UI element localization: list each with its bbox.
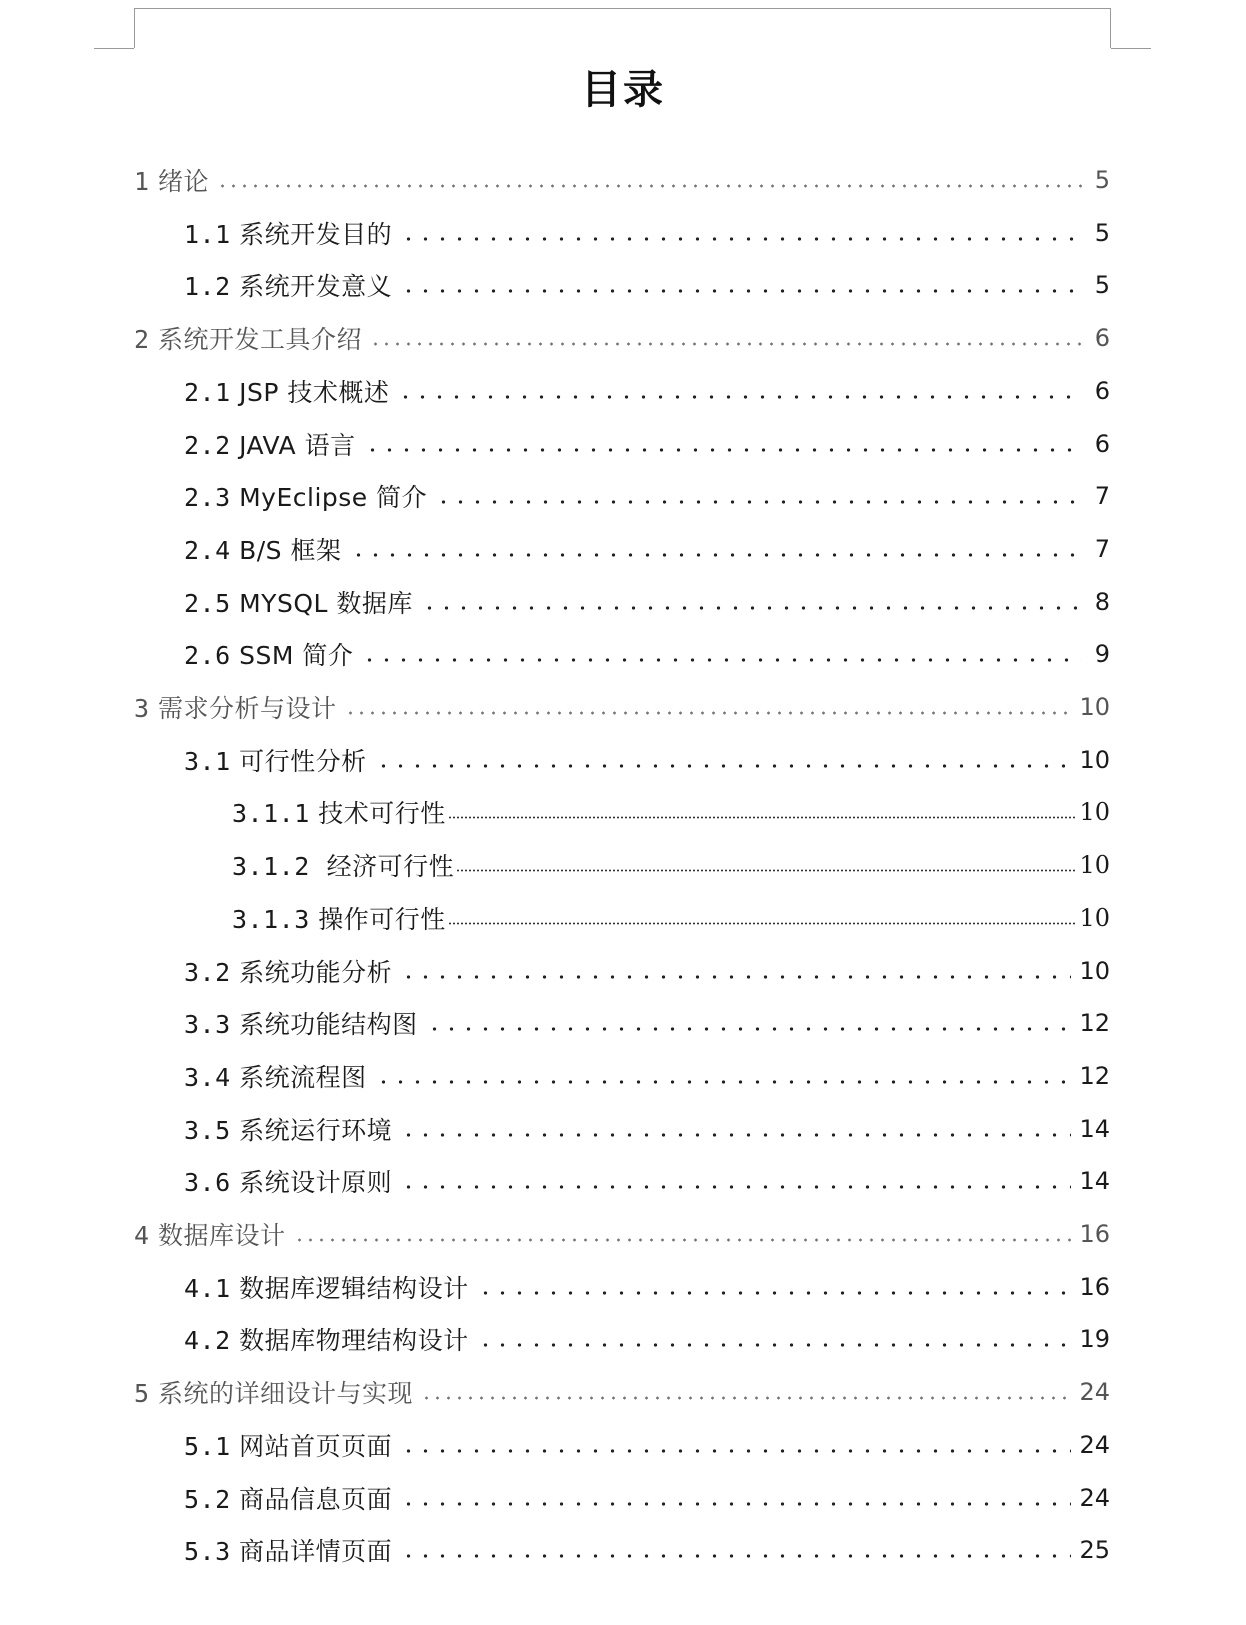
toc-entry-label bbox=[184, 478, 427, 514]
toc-dot-leader bbox=[421, 606, 1082, 610]
toc-entry-label bbox=[134, 689, 337, 725]
toc-entry-page-number: 19 bbox=[1079, 1325, 1110, 1354]
toc-entry-number: 5.1 bbox=[184, 1431, 231, 1461]
toc-entry-label bbox=[184, 953, 392, 989]
toc-entry-number: 3.1.3 bbox=[232, 904, 310, 934]
toc-entry-text: 系统的详细设计与实现 bbox=[149, 1379, 414, 1409]
toc-entry-text: 系统运行环境 bbox=[230, 1115, 393, 1145]
toc-entry[interactable] bbox=[184, 1319, 1110, 1359]
toc-entry-page-number: 5 bbox=[1094, 218, 1110, 247]
toc-entry-number: 1.2 bbox=[184, 272, 231, 302]
toc-entry-number: 4.1 bbox=[184, 1273, 231, 1303]
toc-entry-number: 3.2 bbox=[184, 957, 231, 987]
toc-entry-page-number: 7 bbox=[1094, 534, 1110, 563]
toc-entry-text: MYSQL 数据库 bbox=[230, 588, 413, 618]
toc-dot-leader bbox=[477, 1291, 1072, 1295]
toc-entry-text: JAVA 语言 bbox=[230, 430, 356, 460]
toc-entry-page-number: 8 bbox=[1094, 587, 1110, 616]
toc-entry-number: 3.6 bbox=[184, 1168, 231, 1198]
toc-dot-leader bbox=[375, 1080, 1072, 1084]
toc-entry-text: 数据库逻辑结构设计 bbox=[230, 1273, 469, 1303]
toc-entry-text: 商品详情页面 bbox=[230, 1537, 393, 1567]
toc-entry-number: 2.5 bbox=[184, 588, 231, 618]
toc-entry[interactable] bbox=[232, 792, 1110, 832]
toc-entry[interactable] bbox=[184, 634, 1110, 674]
toc-entry-number: 3.4 bbox=[184, 1062, 231, 1092]
toc-entry[interactable] bbox=[184, 582, 1110, 622]
toc-entry-label bbox=[184, 1269, 469, 1305]
toc-entry[interactable] bbox=[184, 740, 1110, 780]
toc-entry-label bbox=[232, 900, 446, 936]
toc-entry-page-number: 16 bbox=[1079, 1272, 1110, 1301]
toc-entry-number: 3.3 bbox=[184, 1010, 231, 1040]
toc-entry-number: 1.1 bbox=[184, 219, 231, 249]
toc-dot-leader bbox=[448, 816, 1078, 820]
toc-entry-text: 系统功能结构图 bbox=[230, 1010, 418, 1040]
toc-entry[interactable] bbox=[184, 529, 1110, 569]
toc-entry-label bbox=[184, 742, 367, 778]
toc-entry-page-number: 10 bbox=[1079, 745, 1110, 774]
toc-entry-text: 绪论 bbox=[149, 167, 210, 196]
toc-entry[interactable] bbox=[184, 371, 1110, 411]
toc-entry-number: 3.5 bbox=[184, 1115, 231, 1145]
toc-entry-label bbox=[134, 1216, 286, 1252]
toc-entry-page-number: 24 bbox=[1079, 1483, 1110, 1512]
toc-entry-label bbox=[134, 320, 362, 356]
toc-dot-leader bbox=[456, 869, 1077, 873]
toc-dot-leader bbox=[400, 1554, 1071, 1558]
page-corner-mark-left bbox=[134, 8, 135, 48]
toc-dot-leader bbox=[397, 395, 1082, 399]
toc-entry-label bbox=[184, 1058, 367, 1094]
toc-entry-page-number: 5 bbox=[1094, 271, 1110, 300]
toc-entry-page-number: 14 bbox=[1079, 1114, 1110, 1143]
toc-dot-leader bbox=[426, 1027, 1072, 1031]
toc-dot-leader bbox=[345, 711, 1072, 715]
toc-entry-text: 技术可行性 bbox=[309, 799, 446, 829]
toc-entry-text: 系统开发工具介绍 bbox=[149, 325, 363, 355]
toc-dot-leader bbox=[375, 764, 1072, 768]
toc-entry-label bbox=[184, 267, 392, 303]
toc-entry[interactable] bbox=[184, 213, 1110, 253]
toc-entry-number: 2.2 bbox=[184, 430, 231, 460]
toc-entry-text: MyEclipse 简介 bbox=[230, 483, 428, 513]
page-top-edge bbox=[134, 8, 1110, 49]
toc-entry-number: 2.3 bbox=[184, 483, 231, 513]
toc-dot-leader bbox=[400, 1133, 1071, 1137]
toc-entry-number: 5.3 bbox=[184, 1537, 231, 1567]
toc-entry[interactable] bbox=[184, 1530, 1110, 1570]
toc-entry-number: 3.1.1 bbox=[232, 799, 310, 829]
toc-dot-leader bbox=[400, 1449, 1071, 1453]
toc-dot-leader bbox=[400, 1502, 1071, 1506]
toc-entry-text: 系统开发意义 bbox=[230, 272, 393, 302]
toc-entry[interactable] bbox=[134, 318, 1110, 358]
toc-entry-label bbox=[184, 1480, 392, 1516]
toc-entry[interactable] bbox=[184, 1056, 1110, 1096]
toc-entry-label bbox=[184, 373, 389, 409]
toc-entry[interactable] bbox=[134, 1372, 1110, 1412]
toc-entry-text: 需求分析与设计 bbox=[149, 694, 337, 723]
toc-entry-label bbox=[232, 794, 446, 830]
toc-dot-leader bbox=[400, 1185, 1071, 1189]
toc-dot-leader bbox=[421, 1396, 1071, 1400]
toc-entry-number: 3.1.2 bbox=[232, 852, 310, 882]
toc-dot-leader bbox=[294, 1238, 1072, 1242]
toc-title: 目录 bbox=[581, 67, 665, 113]
toc-entry-label bbox=[232, 847, 454, 883]
toc-entry-label bbox=[184, 636, 353, 672]
toc-entry-number: 2 bbox=[134, 325, 150, 355]
toc-entry-page-number: 9 bbox=[1094, 640, 1110, 669]
toc-dot-leader bbox=[370, 342, 1082, 346]
toc-entry[interactable] bbox=[134, 1214, 1110, 1254]
toc-entry-number: 4 bbox=[134, 1221, 150, 1250]
toc-entry[interactable] bbox=[184, 951, 1110, 991]
toc-entry-text: 数据库设计 bbox=[149, 1221, 286, 1250]
toc-entry-text: B/S 框架 bbox=[230, 535, 342, 565]
toc-entry-page-number: 16 bbox=[1079, 1220, 1110, 1248]
toc-entry-page-number: 24 bbox=[1079, 1378, 1110, 1407]
toc-entry-page-number: 10 bbox=[1079, 851, 1110, 880]
toc-entry-number: 2.1 bbox=[184, 377, 231, 407]
page-corner-mark-left-h bbox=[94, 48, 134, 49]
toc-dot-leader bbox=[217, 184, 1082, 188]
toc-entry-page-number: 6 bbox=[1094, 376, 1110, 405]
toc-entry-number: 3 bbox=[134, 694, 150, 723]
toc-entry-label bbox=[184, 584, 413, 620]
toc-entry-page-number: 6 bbox=[1094, 324, 1110, 353]
toc-entry-label bbox=[184, 1532, 392, 1568]
toc-entry-number: 4.2 bbox=[184, 1326, 231, 1356]
toc-entry-text: 系统功能分析 bbox=[230, 957, 393, 987]
toc-entry-page-number: 10 bbox=[1079, 798, 1110, 827]
toc-entry-number: 5 bbox=[134, 1379, 150, 1409]
toc-entry-page-number: 14 bbox=[1079, 1167, 1110, 1196]
toc-dot-leader bbox=[400, 289, 1082, 293]
toc-entry-page-number: 10 bbox=[1079, 693, 1110, 721]
toc-entry-page-number: 7 bbox=[1094, 482, 1110, 511]
toc-dot-leader bbox=[400, 975, 1071, 979]
toc-entry-page-number: 6 bbox=[1094, 429, 1110, 458]
toc-entry[interactable] bbox=[184, 1003, 1110, 1043]
toc-entry[interactable] bbox=[184, 1109, 1110, 1149]
toc-entry-page-number: 12 bbox=[1079, 1009, 1110, 1038]
toc-entry[interactable] bbox=[184, 424, 1110, 464]
page-corner-mark-right bbox=[1110, 8, 1111, 48]
toc-entry-text: 商品信息页面 bbox=[230, 1484, 393, 1514]
toc-entry-text: 可行性分析 bbox=[230, 746, 367, 776]
toc-entry[interactable] bbox=[232, 845, 1110, 885]
toc-entry-label bbox=[184, 531, 342, 567]
toc-entry-label bbox=[184, 426, 356, 462]
toc-dot-leader bbox=[435, 500, 1082, 504]
toc-entry-number: 2.4 bbox=[184, 535, 231, 565]
toc-entry-label bbox=[184, 1321, 469, 1357]
toc-entry-page-number: 25 bbox=[1079, 1536, 1110, 1565]
toc-dot-leader bbox=[448, 922, 1078, 926]
toc-entry-page-number: 10 bbox=[1079, 903, 1110, 932]
toc-entry[interactable] bbox=[134, 160, 1110, 200]
toc-entry-label bbox=[184, 1111, 392, 1147]
toc-entry[interactable] bbox=[184, 1161, 1110, 1201]
toc-entry[interactable] bbox=[134, 687, 1110, 727]
toc-entry-number: 2.6 bbox=[184, 641, 231, 671]
toc-entry-page-number: 24 bbox=[1079, 1430, 1110, 1459]
toc-entry-text: JSP 技术概述 bbox=[230, 377, 390, 407]
toc-entry-label bbox=[184, 1005, 418, 1041]
toc-dot-leader bbox=[361, 658, 1082, 662]
toc-entry-number: 3.1 bbox=[184, 746, 231, 776]
toc-entry-number: 1 bbox=[134, 167, 150, 196]
toc-entry[interactable] bbox=[184, 476, 1110, 516]
toc-entry-text: 系统开发目的 bbox=[230, 219, 393, 249]
toc-entry-page-number: 12 bbox=[1079, 1061, 1110, 1090]
toc-entry[interactable] bbox=[184, 1267, 1110, 1307]
toc-entry-text: 经济可行性 bbox=[309, 852, 455, 882]
toc-entry[interactable] bbox=[184, 1425, 1110, 1465]
toc-dot-leader bbox=[477, 1343, 1072, 1347]
toc-entry[interactable] bbox=[232, 898, 1110, 938]
toc-entry-label bbox=[184, 1427, 392, 1463]
toc-entry-text: SSM 简介 bbox=[230, 641, 354, 671]
toc-entry[interactable] bbox=[184, 1478, 1110, 1518]
toc-entry-page-number: 10 bbox=[1079, 956, 1110, 985]
toc-entry-text: 系统设计原则 bbox=[230, 1168, 393, 1198]
toc-dot-leader bbox=[350, 553, 1083, 557]
toc-entry-text: 系统流程图 bbox=[230, 1062, 367, 1092]
toc-entry[interactable] bbox=[184, 265, 1110, 305]
toc-entry-number: 5.2 bbox=[184, 1484, 231, 1514]
toc-entry-label bbox=[184, 1163, 392, 1199]
toc-entry-label bbox=[184, 215, 392, 251]
toc-entry-label bbox=[134, 1374, 413, 1410]
toc-entry-text: 数据库物理结构设计 bbox=[230, 1326, 469, 1356]
toc-entry-text: 网站首页页面 bbox=[230, 1431, 393, 1461]
page-corner-mark-right-h bbox=[1111, 48, 1151, 49]
toc-dot-leader bbox=[364, 448, 1082, 452]
toc-entry-page-number: 5 bbox=[1094, 166, 1110, 194]
toc-dot-leader bbox=[400, 237, 1082, 241]
toc-entry-text: 操作可行性 bbox=[309, 904, 446, 934]
toc-entry-label bbox=[134, 162, 209, 198]
